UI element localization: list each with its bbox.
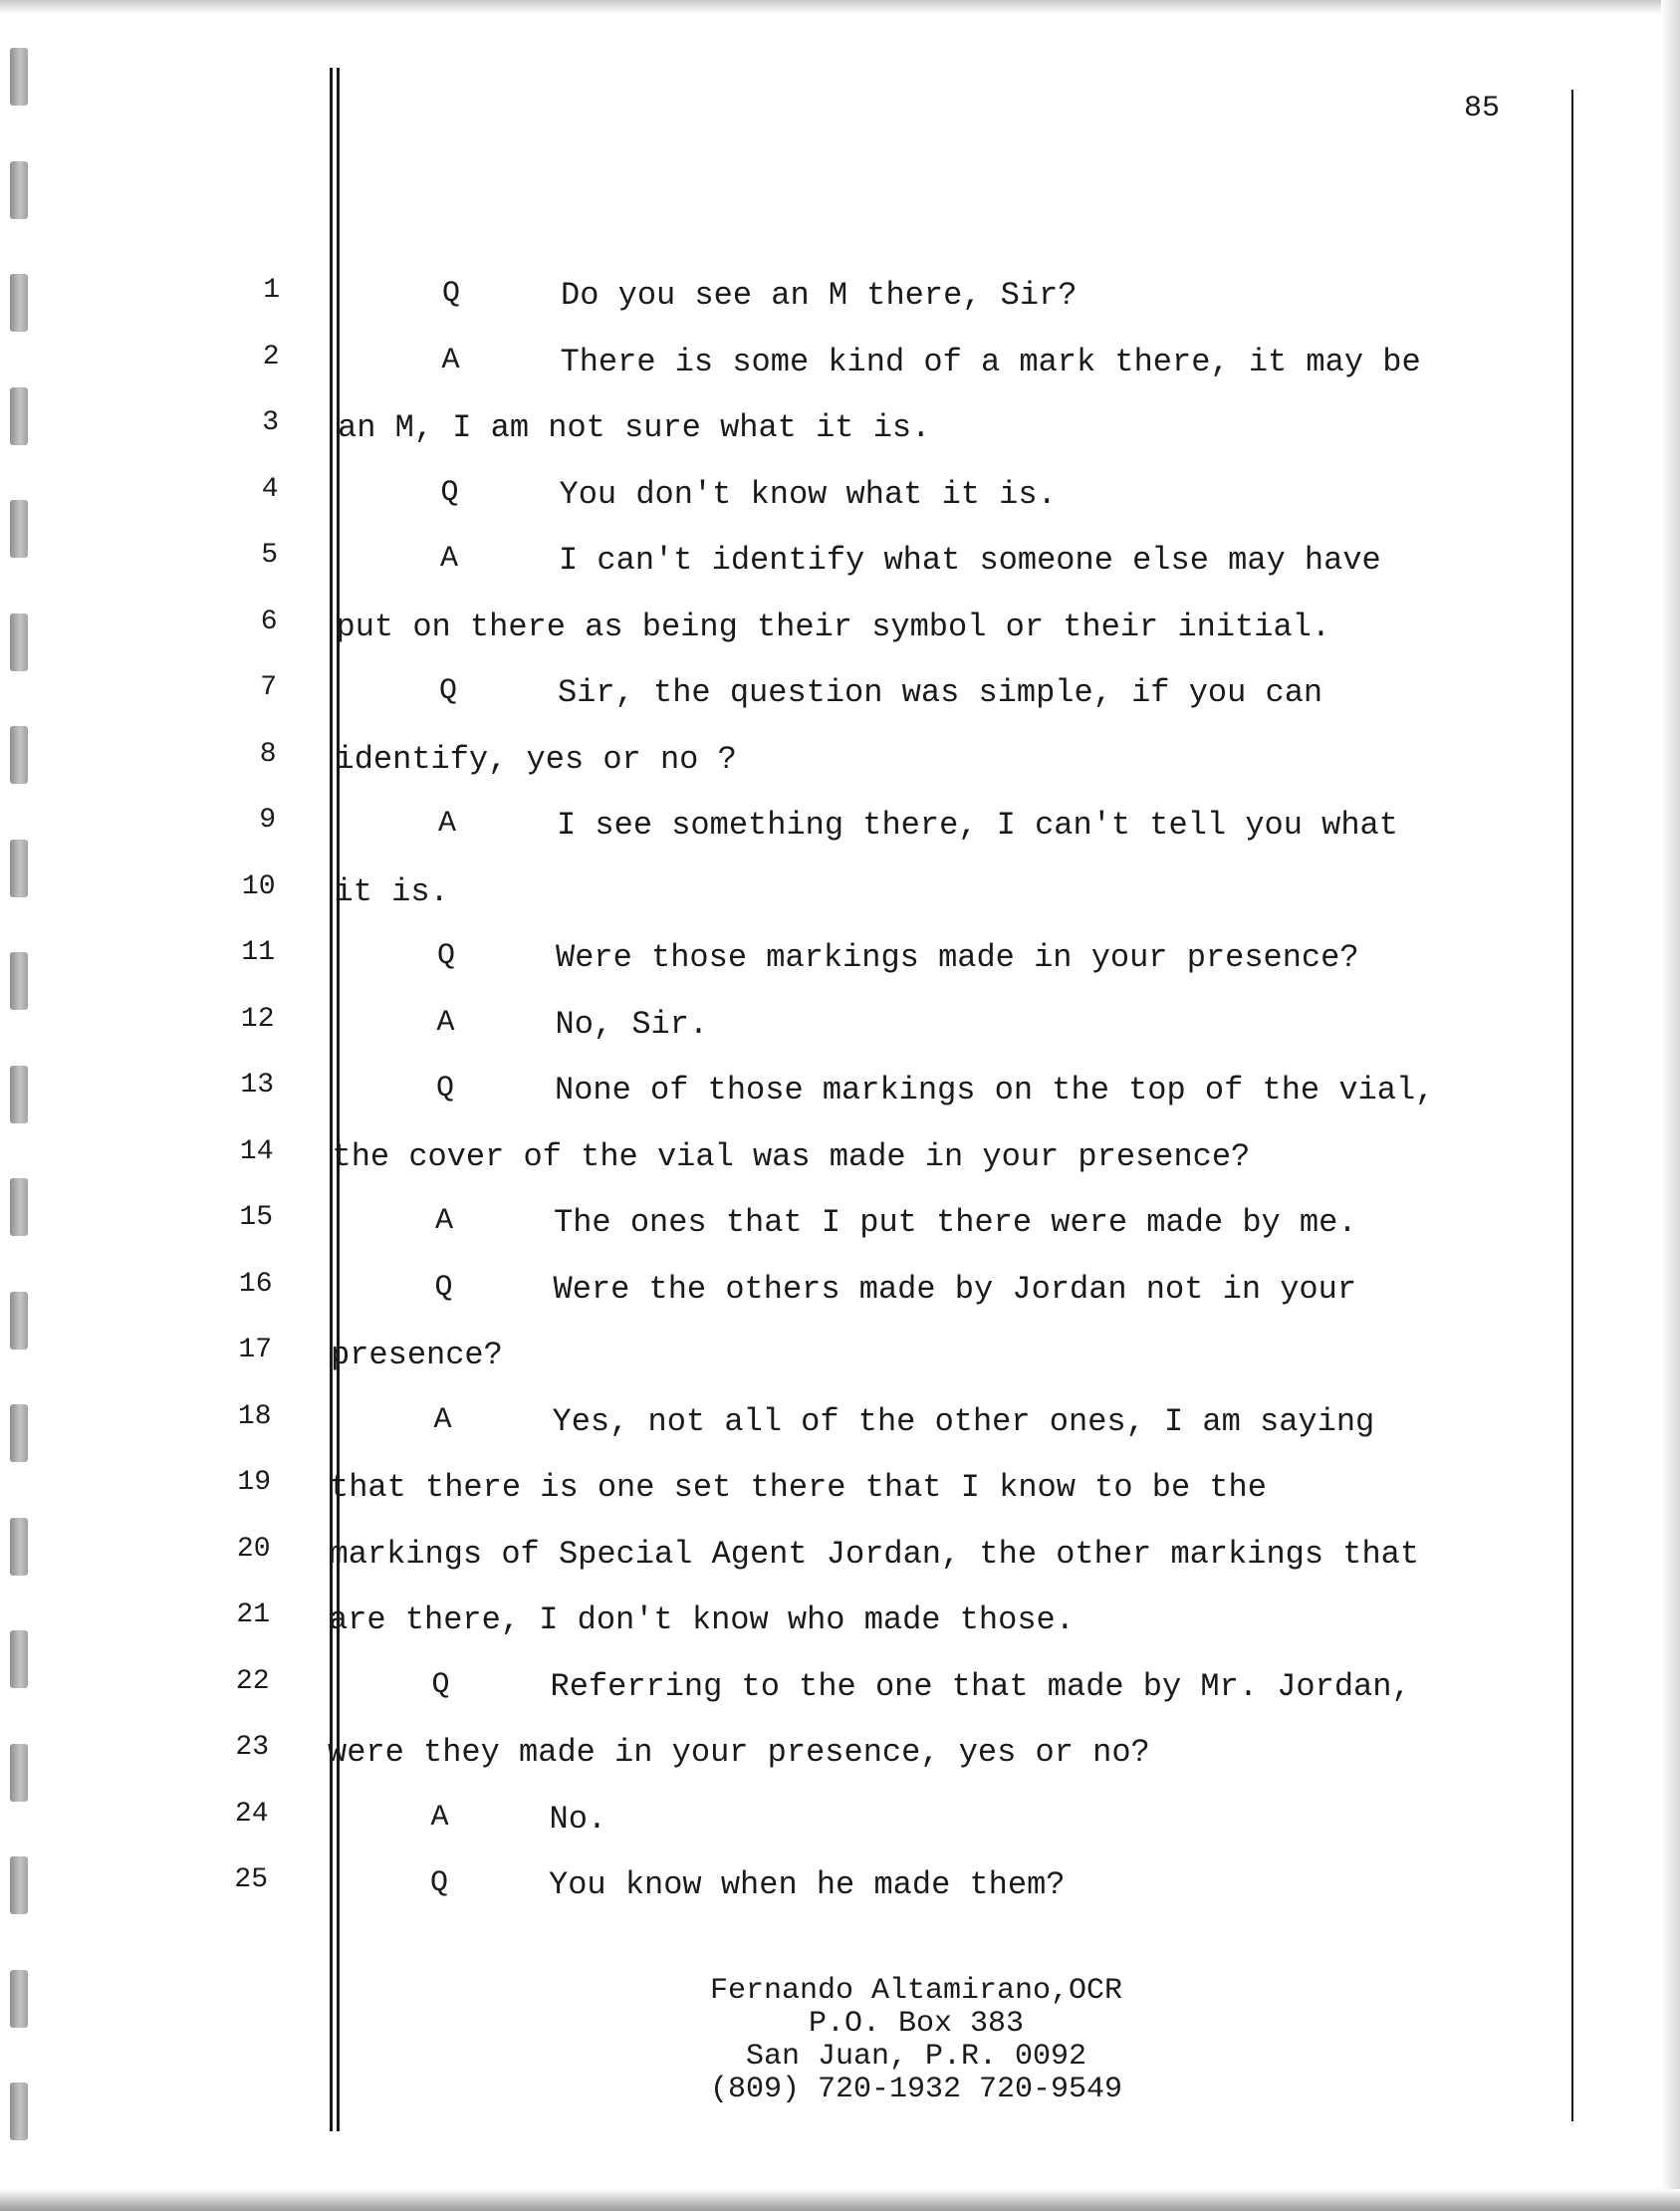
testimony-line: put on there as being their symbol or their initial. [336,608,1331,645]
line-number: 7 [260,672,277,703]
binder-hole [10,1518,28,1576]
testimony-line: Do you see an M there, Sir? [561,277,1078,314]
binder-hole [10,952,28,1010]
binder-hole [10,2083,28,2140]
line-number: 2 [262,341,280,372]
reporter-footer [617,1975,1215,2106]
binder-hole [10,274,28,332]
speaker-label: A [436,1005,455,1040]
speaker-label: Q [442,277,461,311]
testimony-line: Sir, the question was simple, if you can [558,674,1323,711]
binder-hole [10,1066,28,1123]
binder-hole [10,387,28,445]
page-number: 85 [1464,92,1501,125]
speaker-label: A [441,343,460,377]
line-number: 19 [237,1467,271,1498]
line-number: 5 [261,540,278,571]
testimony-line: Were the others made by Jordan not in your [553,1270,1357,1308]
binder-hole [10,840,28,897]
testimony-line: an M, I am not sure what it is. [338,409,931,446]
testimony-line: No. [549,1800,607,1838]
line-number: 6 [260,606,278,637]
binder-hole [10,614,28,671]
testimony-line: I can't identify what someone else may have [559,542,1381,579]
speaker-label: Q [439,674,458,708]
line-number: 21 [236,1599,270,1630]
reporter-address: P.O. Box 383 [808,2007,1025,2041]
line-number: 4 [261,473,279,505]
binder-hole [10,1744,28,1802]
testimony-line: No, Sir. [555,1005,709,1043]
speaker-label: Q [431,1667,450,1702]
speaker-label: A [440,542,459,576]
line-number: 23 [235,1732,269,1763]
speaker-label: A [438,807,457,841]
binder-hole [10,1630,28,1688]
line-number: 11 [241,937,275,968]
scan-bottom-shadow [0,2189,1680,2211]
testimony-line: presence? [331,1337,503,1373]
testimony-line: were they made in your presence, yes or no? [328,1734,1150,1771]
line-number: 8 [259,738,277,770]
right-margin-rule [1571,90,1573,2121]
testimony-line: I see something there, I can't tell you what [557,807,1398,844]
reporter-name: Fernando Altamirano,OCR [709,1974,1123,2008]
testimony-line: are there, I don't know who made those. [329,1601,1075,1638]
binder-hole [10,1856,28,1914]
left-margin-rule-inner [337,68,340,2131]
testimony-line: You know when he made them? [549,1866,1066,1903]
testimony-line: Were those markings made in your presence? [556,939,1359,976]
testimony-line: identify, yes or no ? [335,740,737,778]
speaker-label: Q [434,1270,453,1305]
speaker-label: A [430,1800,449,1835]
binder-hole [10,48,28,106]
line-number: 3 [262,407,279,438]
line-number: 24 [234,1798,269,1830]
speaker-label: A [435,1204,454,1238]
line-number: 22 [235,1665,270,1697]
testimony-line: None of those markings on the top of the vial, [555,1072,1435,1108]
testimony-line: Yes, not all of the other ones, I am saying [552,1402,1375,1440]
line-number: 17 [238,1335,272,1365]
testimony-line: The ones that I put there were made by me. [554,1204,1357,1241]
line-number: 25 [234,1864,268,1895]
line-number: 12 [240,1003,275,1035]
line-number: 14 [239,1135,274,1167]
binder-hole [10,1292,28,1350]
line-number: 16 [238,1268,273,1300]
binder-hole [10,1970,28,2028]
speaker-label: Q [430,1866,449,1900]
line-number: 9 [259,805,276,836]
testimony-line: it is. [334,872,449,910]
left-margin-rule-outer [330,68,333,2131]
binder-hole [10,1404,28,1462]
reporter-city: San Juan, P.R. 0092 [745,2040,1087,2074]
testimony-line: that there is one set there that I know to be the [330,1469,1267,1506]
line-number: 10 [241,870,276,902]
testimony-line: the cover of the vial was made in your presence? [332,1137,1251,1175]
binder-hole [10,726,28,784]
binder-hole [10,500,28,558]
speaker-label: Q [437,939,456,973]
binder-hole [10,1178,28,1236]
speaker-label: Q [440,475,459,510]
speaker-label: A [433,1402,452,1437]
line-number: 13 [240,1070,274,1101]
testimony-line: You don't know what it is. [559,475,1057,513]
line-number: 18 [237,1400,272,1432]
speaker-label: Q [436,1072,455,1106]
line-number: 15 [239,1202,273,1233]
testimony-line: There is some kind of a mark there, it may be [560,343,1421,380]
binder-hole [10,161,28,219]
line-number: 1 [263,275,280,306]
line-number: 20 [236,1533,271,1565]
scan-right-edge [1661,0,1680,2211]
scan-top-shadow [0,0,1680,14]
reporter-phone: (809) 720-1932 720-9549 [709,2073,1123,2106]
testimony-line: Referring to the one that made by Mr. Jordan, [550,1667,1411,1705]
testimony-line: markings of Special Agent Jordan, the other markings that [329,1535,1420,1573]
